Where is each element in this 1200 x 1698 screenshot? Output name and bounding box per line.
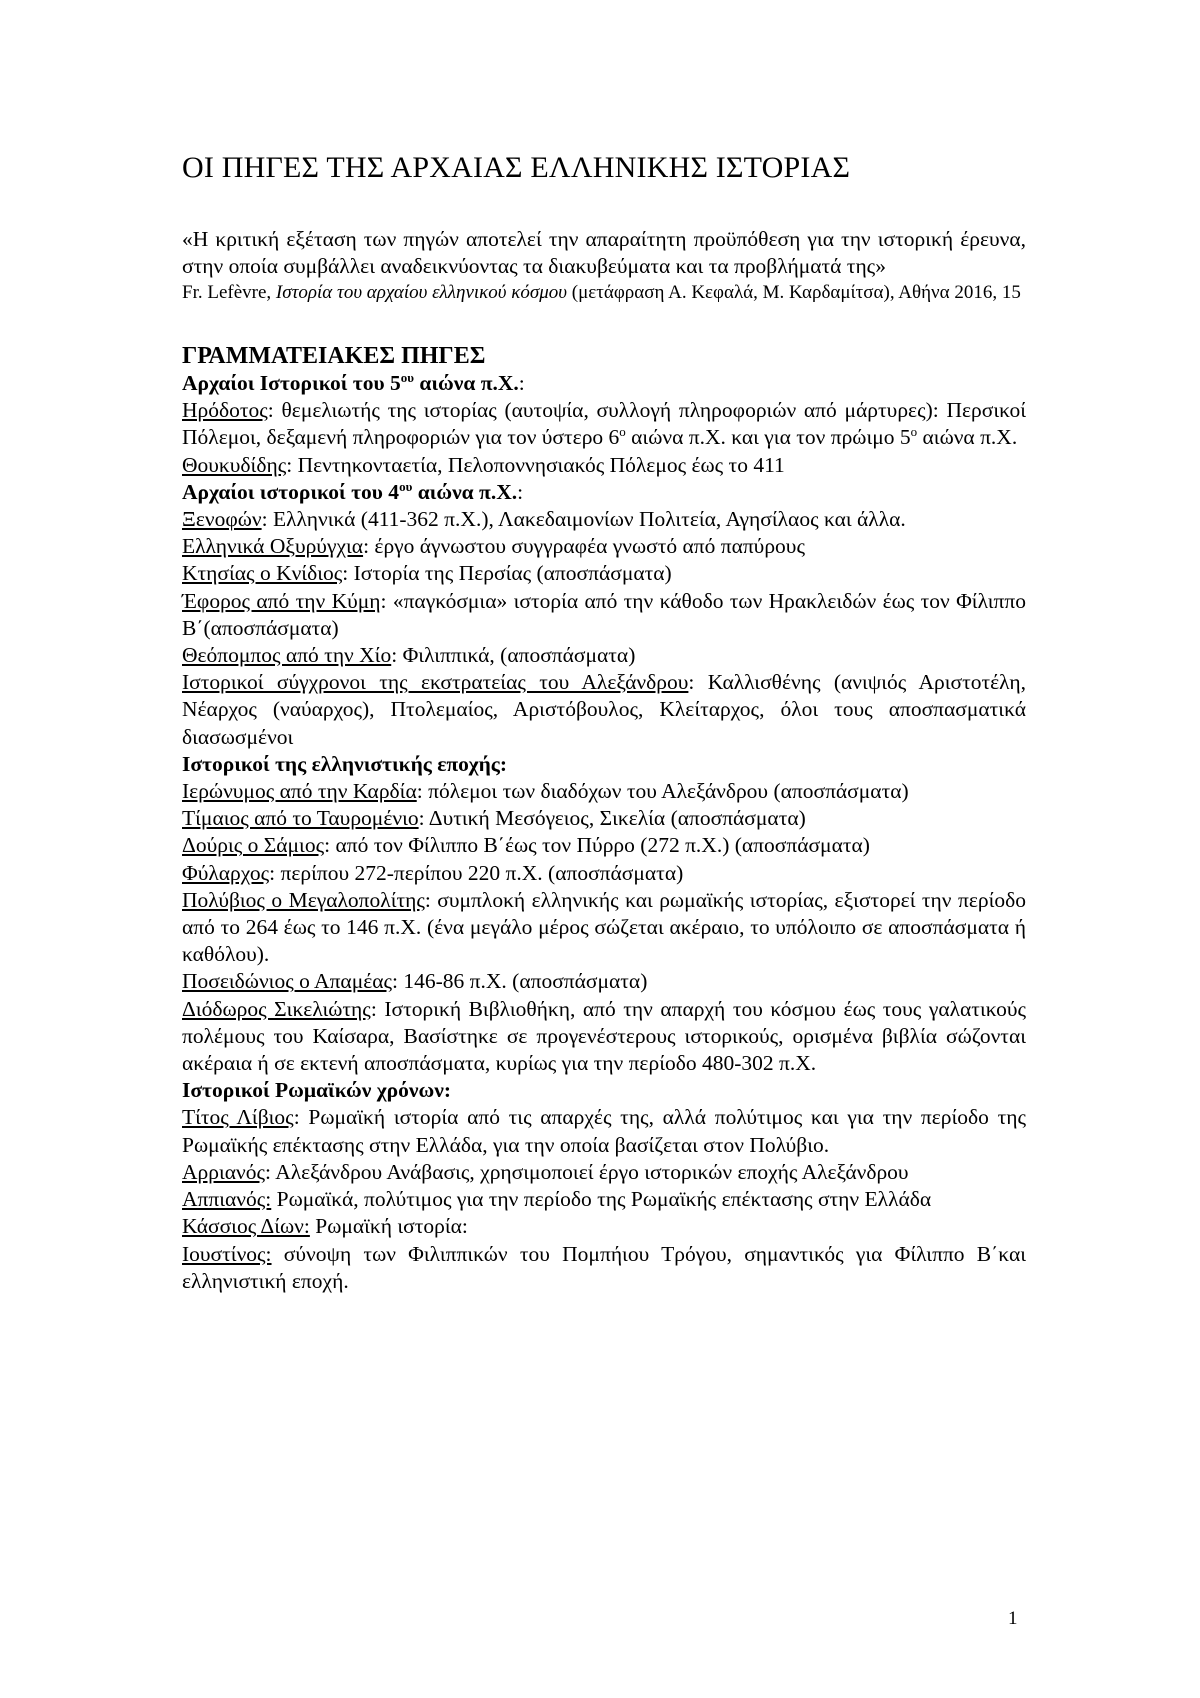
source-entry bbox=[182, 506, 1026, 533]
entry-name: Δούρις ο Σάμιος bbox=[182, 833, 325, 858]
source-entry bbox=[182, 452, 1026, 479]
entry-name: Διόδωρος Σικελιώτης bbox=[182, 996, 371, 1021]
source-entry bbox=[182, 533, 1026, 560]
source-entry bbox=[182, 588, 1026, 642]
source-entry bbox=[182, 1186, 1026, 1213]
entry-name: Θεόπομπος από την Χίο bbox=[182, 643, 392, 668]
entry-description: σύνοψη των Φιλιππικών του Πομπήιου Τρόγου, σημαντικός για Φίλιππο Β΄και ελληνιστική εποχή. bbox=[182, 1241, 1026, 1293]
source-entry bbox=[182, 996, 1026, 1078]
section-heading: ΓΡΑΜΜΑΤΕΙΑΚΕΣ ΠΗΓΕΣ bbox=[182, 343, 486, 369]
entry-name: Ξενοφών bbox=[182, 507, 262, 532]
entry-description: : «παγκόσμια» ιστορία από την κάθοδο των Ηρακλειδών έως τον Φίλιππο Β΄(αποσπάσματα) bbox=[182, 588, 1026, 640]
entry-description: Ρωμαϊκή ιστορία: bbox=[309, 1214, 468, 1239]
document-title: ΟΙ ΠΗΓΕΣ ΤΗΣ ΑΡΧΑΙΑΣ ΕΛΛΗΝΙΚΗΣ ΙΣΤΟΡΙΑΣ bbox=[182, 151, 851, 184]
entry-name: Φύλαρχος bbox=[182, 860, 270, 885]
source-entry bbox=[182, 1241, 1026, 1295]
entry-name: Ιερώνυμος από την Καρδία bbox=[182, 779, 417, 804]
entry-name: Θουκυδίδης bbox=[182, 452, 287, 477]
source-entry bbox=[182, 778, 1026, 805]
entry-description: : συμπλοκή ελληνικής και ρωμαϊκής ιστορίας, εξιστορεί την περίοδο από το 264 έως το 146 π.Χ. (ένα μεγάλο μέρος σώζεται ακέραιο, το υπόλοιπο σε αποσπάσματα ή καθόλου). bbox=[182, 887, 1026, 967]
entries-4th-century bbox=[182, 506, 1026, 751]
source-entry bbox=[182, 968, 1026, 995]
citation-details: (μετάφραση Α. Κεφαλά, Μ. Καρδαμίτσα), Αθήνα 2016, 15 bbox=[567, 282, 1021, 303]
entry-description: : Αλεξάνδρου Ανάβασις, χρησιμοποιεί έργο ιστορικών εποχής Αλεξάνδρου bbox=[265, 1159, 909, 1184]
entry-name: Τίμαιος από το Ταυρομένιο bbox=[182, 806, 419, 831]
entry-description: : Πεντηκονταετία, Πελοποννησιακός Πόλεμος έως το 411 bbox=[286, 452, 785, 477]
epigraph-citation bbox=[182, 280, 1026, 306]
entries-hellenistic bbox=[182, 778, 1026, 1077]
entry-description: : Φιλιππικά, (αποσπάσματα) bbox=[391, 643, 636, 668]
source-entry bbox=[182, 669, 1026, 751]
entry-description: Ρωμαϊκά, πολύτιμος για την περίοδο της Ρωμαϊκής επέκτασης στην Ελλάδα bbox=[271, 1187, 932, 1212]
entry-name: Ιστορικοί σύγχρονοι της εκστρατείας του Αλεξάνδρου bbox=[182, 670, 689, 695]
source-entry bbox=[182, 860, 1026, 887]
sources-body bbox=[182, 370, 1026, 1295]
entry-name: Ιουστίνος: bbox=[182, 1241, 272, 1266]
entry-description: : Καλλισθένης (ανιψιός Αριστοτέλη, Νέαρχος (ναύαρχος), Πτολεμαίος, Αριστόβουλος, Κλείταρχος, όλοι τους αποσπασματικά διασωσμένοι bbox=[182, 670, 1026, 749]
entry-description: : Ρωμαϊκή ιστορία από τις απαρχές της, αλλά πολύτιμος και για την περίοδο της Ρωμαϊκής επέκτασης στην Ελλάδα, για την οποία βασίζεται στον Πολύβιο. bbox=[182, 1105, 1026, 1157]
entry-description: : 146-86 π.Χ. (αποσπάσματα) bbox=[392, 969, 648, 994]
source-entry bbox=[182, 832, 1026, 859]
epigraph-quote: «Η κριτική εξέταση των πηγών αποτελεί την απαραίτητη προϋπόθεση για την ιστορική έρευνα, στην οποία συμβάλλει αναδεικνύοντας τα διακυβεύματα και τα προβλήματά της» bbox=[182, 227, 1026, 278]
subheading-5th-century: Αρχαίοι Ιστορικοί του $5^{o\upsilon}$ αιώνα π.Χ.: bbox=[182, 369, 525, 395]
subheading-hellenistic: Ιστορικοί της ελληνιστικής εποχής: bbox=[182, 751, 508, 776]
entry-name: Πολύβιος ο Μεγαλοπολίτης bbox=[182, 887, 425, 912]
entry-name: Έφορος από την Κύμη bbox=[182, 588, 381, 613]
entry-description: : έργο άγνωστου συγγραφέα γνωστό από παπύρους bbox=[363, 534, 805, 559]
entry-description: : από τον Φίλιππο Β΄έως τον Πύρρο (272 π.Χ.) (αποσπάσματα) bbox=[324, 833, 870, 858]
entry-name: Κτησίας ο Κνίδιος bbox=[182, 561, 343, 586]
entry-name: Ηρόδοτος bbox=[182, 398, 268, 423]
source-entry bbox=[182, 1213, 1026, 1240]
entry-description: : Δυτική Μεσόγειος, Σικελία (αποσπάσματα) bbox=[418, 806, 806, 831]
entry-description: : Ιστορική Βιβλιοθήκη, από την απαρχή του κόσμου έως τους γαλατικούς πολέμους του Καίσαρα, Βασίστηκε σε προγενέστερους ιστορικούς, ορισμένα βιβλία σώζονται ακέραια ή σε εκτενή αποσπάσματα, κυρίως για την περίοδο 480-302 π.Χ. bbox=[182, 996, 1026, 1076]
entry-name: Αρριανός bbox=[182, 1159, 266, 1184]
entry-name: Αππιανός: bbox=[182, 1187, 272, 1212]
entry-description: : Ελληνικά (411-362 π.Χ.), Λακεδαιμονίων Πολιτεία, Αγησίλαος και άλλα. bbox=[261, 507, 906, 532]
entry-description: : Ιστορία της Περσίας (αποσπάσματα) bbox=[342, 561, 672, 586]
citation-book-title: Ιστορία του αρχαίου ελληνικού κόσμου bbox=[275, 282, 567, 303]
subheading-4th-century: Αρχαίοι ιστορικοί του $4^{o\upsilon}$ αιώνα π.Χ.: bbox=[182, 478, 524, 504]
subheading-roman: Ιστορικοί Ρωμαϊκών χρόνων: bbox=[182, 1078, 451, 1103]
citation-author: Fr. Lefèvre, bbox=[182, 282, 276, 303]
entry-herodotus: Ηρόδοτος: θεμελιωτής της ιστορίας (αυτοψία, συλλογή πληροφοριών από μάρτυρες): Περσικοί Πόλεμοι, δεξαμενή πληροφοριών για τον ύστερο $6^o$ αιώνα π.Χ. και για τον πρώιμο $5^o$ αιώνα π.Χ. bbox=[182, 398, 1026, 450]
source-entry bbox=[182, 1159, 1026, 1186]
epigraph bbox=[182, 226, 1026, 306]
source-entry bbox=[182, 560, 1026, 587]
entry-name: Τίτος Λίβιος bbox=[182, 1105, 294, 1130]
entry-name: Ποσειδώνιος ο Απαμέας bbox=[182, 969, 393, 994]
entry-description: : πόλεμοι των διαδόχων του Αλεξάνδρου (αποσπάσματα) bbox=[416, 779, 909, 804]
source-entry bbox=[182, 805, 1026, 832]
entry-name: Ελληνικά Οξυρύγχια bbox=[182, 534, 364, 559]
page-number: 1 bbox=[1008, 1608, 1018, 1629]
page-content bbox=[182, 150, 1026, 1295]
source-entry bbox=[182, 1104, 1026, 1158]
source-entry bbox=[182, 887, 1026, 969]
source-entry bbox=[182, 642, 1026, 669]
entries-roman bbox=[182, 1104, 1026, 1294]
entry-name: Κάσσιος Δίων: bbox=[182, 1214, 310, 1239]
entries-5th-century bbox=[182, 452, 1026, 479]
entry-description: : περίπου 272-περίπου 220 π.Χ. (αποσπάσματα) bbox=[269, 860, 684, 885]
